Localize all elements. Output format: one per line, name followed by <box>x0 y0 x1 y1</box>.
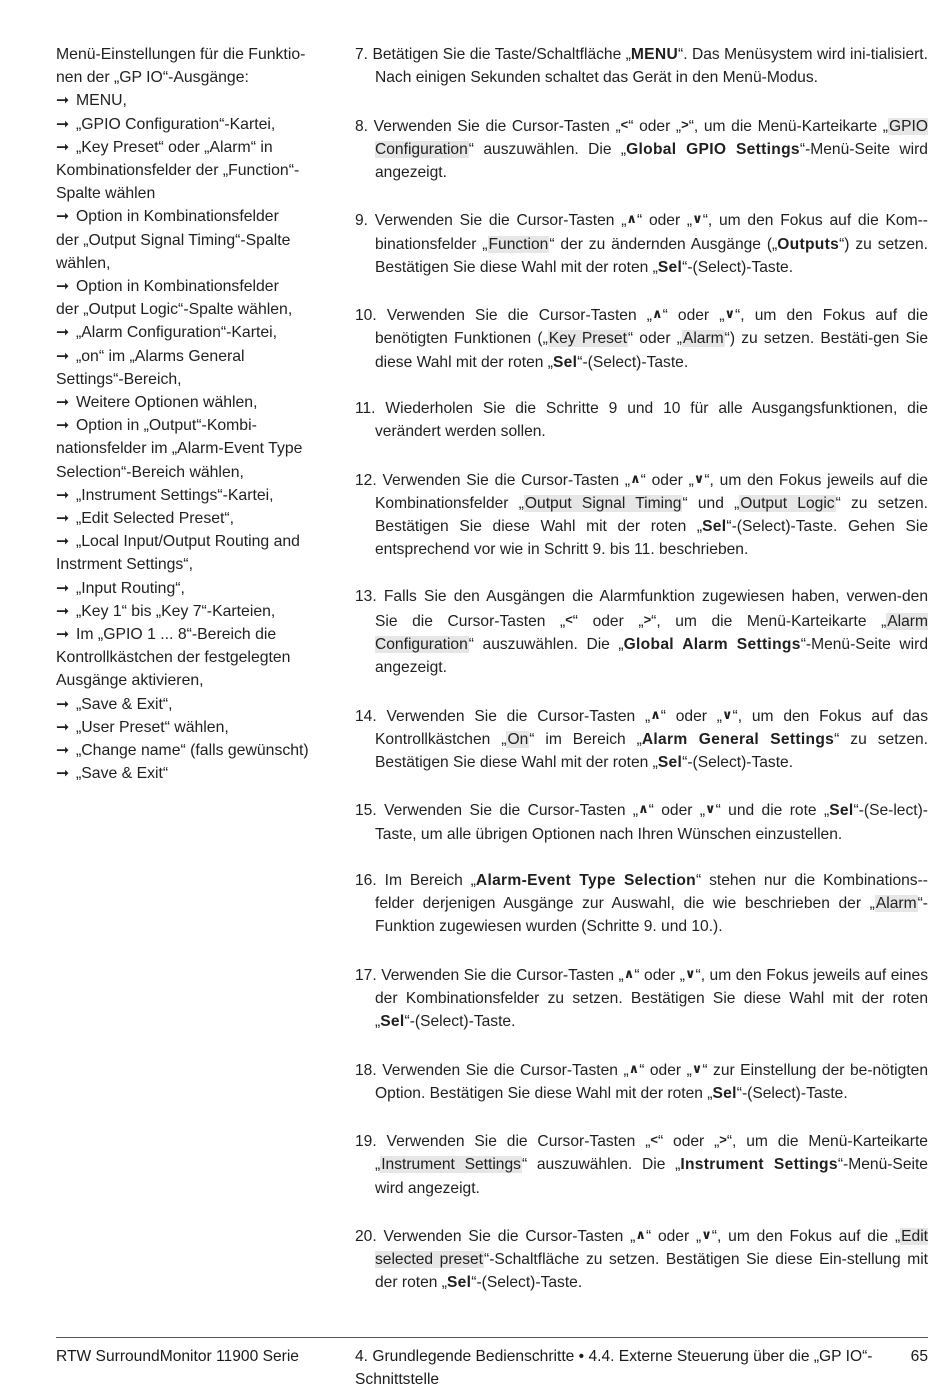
sidebar-path-text: „Save & Exit“ <box>76 765 169 783</box>
right-arrow-icon: ➞ <box>56 394 70 412</box>
sidebar-path-line <box>56 530 336 553</box>
cursor-key-symbol: ∨ <box>691 1060 703 1076</box>
cursor-key-symbol: > <box>681 116 689 132</box>
sidebar-path-line <box>56 623 336 646</box>
sidebar-path-line <box>56 646 336 669</box>
step-number: 13. <box>355 587 377 605</box>
sidebar-path-text: Ausgänge aktivieren, <box>56 672 204 690</box>
right-arrow-icon: ➞ <box>56 765 70 783</box>
sidebar-path-text: der „Output Signal Timing“-Spalte <box>56 231 291 249</box>
step-text: “ im Bereich „ <box>529 730 642 748</box>
step-text: Verwenden Sie die Cursor-Tasten „ <box>373 117 621 135</box>
bold-term: Sel <box>829 802 854 820</box>
step-text: “, um den Fokus auf die benötigten Funktionen („ <box>375 307 928 348</box>
sidebar-path-line <box>56 437 336 460</box>
sidebar-path-line <box>56 252 336 275</box>
step-text: Verwenden Sie die Cursor-Tasten „ <box>386 1133 651 1151</box>
cursor-key-symbol: > <box>719 1132 727 1148</box>
step-text: “ oder „ <box>627 330 682 348</box>
sidebar-path-line <box>56 716 336 739</box>
sidebar-path-line <box>56 345 336 368</box>
step-text: “-(Select)-Taste. <box>682 258 794 276</box>
cursor-key-symbol: > <box>643 611 652 627</box>
sidebar-path-text: „Input Routing“, <box>76 579 185 597</box>
sidebar-path-line <box>56 229 336 252</box>
step-text: “, um den Fokus auf die „ <box>711 1227 901 1245</box>
sidebar-path-text: Kontrollkästchen der festgelegten <box>56 649 291 667</box>
step-text: “, um die Menü-Karteikarte „ <box>375 1133 928 1174</box>
step-14 <box>355 703 928 775</box>
step-text: “ stehen nur die Kombinations-felder derjenigen Ausgänge zur Auswahl, die wie beschrieben der „ <box>375 871 928 913</box>
ui-element-highlight: Edit selected preset <box>375 1227 929 1269</box>
step-number: 14. <box>355 707 377 725</box>
step-text: “-(Select)-Taste. <box>577 353 689 371</box>
bold-term: Sel <box>446 1274 472 1292</box>
sidebar-path-line <box>56 113 336 136</box>
right-arrow-icon: ➞ <box>56 486 70 504</box>
right-arrow-icon: ➞ <box>56 278 70 296</box>
step-text: “ oder „ <box>660 707 722 725</box>
right-arrow-icon: ➞ <box>56 417 70 435</box>
cursor-key-symbol: ∧ <box>630 470 641 486</box>
step-text: “) zu setzen. Bestätigen Sie diese Wahl mit der roten „ <box>375 235 928 276</box>
ui-element-highlight: Alarm Configuration <box>375 612 928 653</box>
step-text: Verwenden Sie die Cursor-Tasten „ <box>383 1227 636 1245</box>
ui-element-highlight: GPIO Configuration <box>375 117 929 158</box>
step-text: “, um den Fokus auf die Kom-binationsfelder „ <box>375 212 928 253</box>
sidebar-path-line <box>56 368 336 391</box>
step-text: “-(Select)-Taste. <box>471 1274 583 1292</box>
step-text: “ oder „ <box>645 1227 702 1245</box>
step-text: “ auszuwählen. Die „ <box>468 140 627 158</box>
step-20 <box>355 1223 928 1295</box>
sidebar-path-line <box>56 669 336 692</box>
bold-term: Alarm-Event Type Selection <box>475 871 696 889</box>
sidebar-intro-line: nen der „GP IO“-Ausgänge: <box>56 69 249 87</box>
bold-term: Alarm General Settings <box>641 730 835 748</box>
ui-element-highlight: On <box>507 730 529 748</box>
step-text: “-(Select)-Taste. <box>682 753 794 771</box>
sidebar-path-line <box>56 693 336 716</box>
step-text: Verwenden Sie die Cursor-Tasten „ <box>381 966 624 984</box>
step-text: “ oder „ <box>634 966 685 984</box>
cursor-key-symbol: ∧ <box>623 965 635 981</box>
right-arrow-icon: ➞ <box>56 533 70 551</box>
right-arrow-icon: ➞ <box>56 208 70 226</box>
sidebar-path-line <box>56 739 336 762</box>
sidebar-path-text: Settings“-Bereich, <box>56 370 182 388</box>
sidebar-path-text: MENU, <box>76 92 127 110</box>
step-text: “ zu setzen. Bestätigen Sie diese Wahl mit der roten „ <box>375 494 928 535</box>
cursor-key-symbol: ∨ <box>692 211 703 227</box>
bold-term: Sel <box>552 353 578 371</box>
step-text: “ auszuwählen. Die „ <box>468 635 624 653</box>
cursor-key-symbol: ∨ <box>721 706 733 722</box>
step-text: “-Schaltfläche zu setzen. Bestätigen Sie diese Ein-stellung mit der roten „ <box>375 1251 928 1292</box>
sidebar-path-line <box>56 507 336 530</box>
right-arrow-icon: ➞ <box>56 602 70 620</box>
sidebar-path-text: Kombinationsfelder der „Function“- <box>56 162 300 180</box>
right-arrow-icon: ➞ <box>56 695 70 713</box>
step-text: “ oder „ <box>648 802 706 820</box>
step-text: Verwenden Sie die Cursor-Tasten „ <box>384 802 639 820</box>
step-11 <box>355 397 928 443</box>
sidebar-intro-line: Menü-Einstellungen für die Funktio- <box>56 46 306 63</box>
step-number: 17. <box>355 966 377 984</box>
step-text: Betätigen Sie die Taste/Schaltfläche „ <box>372 46 631 63</box>
cursor-key-symbol: ∧ <box>626 211 637 227</box>
sidebar-path-line <box>56 298 336 321</box>
step-text: “) zu setzen. Bestäti-gen Sie diese Wahl mit der roten „ <box>375 330 928 371</box>
cursor-key-symbol: ∨ <box>701 1226 712 1242</box>
sidebar-path-line <box>56 600 336 623</box>
step-number: 8. <box>355 117 369 135</box>
right-arrow-icon: ➞ <box>56 92 70 110</box>
sidebar-path-text: „Key Preset“ oder „Alarm“ in <box>76 138 273 156</box>
bold-term: Sel <box>702 517 727 535</box>
sidebar-path-text: Option in Kombinationsfelder <box>76 278 279 296</box>
step-text: “ oder „ <box>628 117 682 135</box>
sidebar-path-text: Option in „Output“-Kombi- <box>76 417 257 435</box>
step-text: Verwenden Sie die Cursor-Tasten „ <box>386 307 652 325</box>
footer-divider <box>56 1337 928 1338</box>
step-text: “-(Se-lect)-Taste, um alle übrigen Optionen nach Ihren Wünschen einzustellen. <box>375 802 928 843</box>
footer-title: RTW SurroundMonitor 11900 Serie <box>56 1348 299 1365</box>
step-text: “-(Select)-Taste. <box>404 1013 516 1031</box>
step-12 <box>355 467 928 562</box>
step-text: “ oder „ <box>662 307 725 325</box>
sidebar-path-text: „Change name“ (falls gewünscht) <box>76 742 309 760</box>
step-text: “ und „ <box>682 494 740 512</box>
step-text: “, um die Menü-Karteikarte „ <box>688 117 889 135</box>
step-number: 19. <box>355 1133 377 1151</box>
cursor-key-symbol: < <box>565 611 573 627</box>
step-text: “ oder „ <box>639 1061 692 1079</box>
step-number: 18. <box>355 1061 377 1079</box>
ui-element-highlight: Key Preset <box>548 330 627 348</box>
step-text: Falls Sie den Ausgängen die Alarmfunktion zugewiesen haben, verwen-den Sie die Cursor-Tasten „ <box>375 587 928 630</box>
ui-element-highlight: Function <box>488 235 549 253</box>
bold-term: Sel <box>380 1013 405 1031</box>
step-text: Verwenden Sie die Cursor-Tasten „ <box>382 1061 629 1079</box>
step-number: 10. <box>355 307 377 325</box>
right-arrow-icon: ➞ <box>56 138 70 156</box>
step-9 <box>355 207 928 279</box>
right-arrow-icon: ➞ <box>56 324 70 342</box>
cursor-key-symbol: ∨ <box>705 801 716 817</box>
sidebar-path-text: nationsfelder im „Alarm-Event Type <box>56 440 303 458</box>
ui-element-highlight: Output Signal Timing <box>524 494 682 512</box>
right-arrow-icon: ➞ <box>56 347 70 365</box>
ui-element-highlight: Instrument Settings <box>381 1156 521 1174</box>
bold-term: MENU <box>630 46 679 63</box>
sidebar-path-text: Option in Kombinationsfelder <box>76 208 279 226</box>
step-18 <box>355 1057 928 1105</box>
cursor-key-symbol: ∧ <box>628 1060 640 1076</box>
step-text: “ oder „ <box>636 212 693 230</box>
step-text: “, um den Fokus jeweils auf die Kombinationsfelder „ <box>375 471 928 512</box>
right-arrow-icon: ➞ <box>56 718 70 736</box>
step-text: Verwenden Sie die Cursor-Tasten „ <box>386 707 651 725</box>
sidebar-path-line <box>56 159 336 182</box>
ui-element-highlight: Alarm <box>682 330 724 348</box>
step-text: Im Bereich „ <box>384 871 476 889</box>
sidebar-path-text: „on“ im „Alarms General <box>76 347 245 365</box>
cursor-key-symbol: ∧ <box>635 1226 646 1242</box>
sidebar-path-line <box>56 414 336 437</box>
right-arrow-icon: ➞ <box>56 115 70 133</box>
cursor-key-symbol: ∨ <box>724 306 736 322</box>
step-10 <box>355 302 928 374</box>
right-arrow-icon: ➞ <box>56 579 70 597</box>
step-8 <box>355 113 928 185</box>
sidebar-path-text: „Save & Exit“, <box>76 695 173 713</box>
cursor-key-symbol: ∧ <box>638 801 649 817</box>
step-7 <box>355 43 928 89</box>
sidebar-path-line <box>56 205 336 228</box>
step-number: 15. <box>355 802 377 820</box>
bold-term: Outputs <box>777 235 840 253</box>
step-number: 16. <box>355 871 377 889</box>
right-arrow-icon: ➞ <box>56 626 70 644</box>
bold-term: Sel <box>657 753 683 771</box>
sidebar-menu-path <box>56 43 336 786</box>
step-text: “-Menü-Seite wird angezeigt. <box>375 140 928 181</box>
step-text: “-Menü-Seite wird angezeigt. <box>375 1156 928 1197</box>
sidebar-path-text: Im „GPIO 1 ... 8“-Bereich die <box>76 626 277 644</box>
cursor-key-symbol: ∨ <box>684 965 696 981</box>
sidebar-path-text: Instrment Settings“, <box>56 556 193 574</box>
sidebar-path-text: „Key 1“ bis „Key 7“-Karteien, <box>76 602 276 620</box>
step-15 <box>355 797 928 845</box>
sidebar-path-line <box>56 182 336 205</box>
step-text: “, um den Fokus jeweils auf eines der Kombinationsfelder zu setzen. Bestätigen Sie diese Wahl mit der roten „ <box>375 966 928 1031</box>
step-text: “ oder „ <box>640 471 694 489</box>
step-text: Verwenden Sie die Cursor-Tasten „ <box>374 212 627 230</box>
step-text: “-(Select)-Taste. <box>736 1084 848 1102</box>
bold-term: Global Alarm Settings <box>623 635 801 653</box>
sidebar-path-text: „Alarm Configuration“-Kartei, <box>76 324 278 342</box>
bold-term: Sel <box>712 1084 737 1102</box>
sidebar-path-text: „Local Input/Output Routing and <box>76 533 300 551</box>
right-arrow-icon: ➞ <box>56 510 70 528</box>
step-text: “-(Select)-Taste. Gehen Sie entsprechend vor wie in Schritt 9. bis 11. beschrieben. <box>375 517 928 559</box>
right-arrow-icon: ➞ <box>56 742 70 760</box>
sidebar-path-text: wählen, <box>56 254 111 272</box>
step-text: Wiederholen Sie die Schritte 9 und 10 für alle Ausgangsfunktionen, die verändert werden sollen. <box>375 399 928 441</box>
sidebar-path-text: Selection“-Bereich wählen, <box>56 463 244 481</box>
sidebar-path-text: Spalte wählen <box>56 185 156 203</box>
instruction-steps <box>355 43 928 1318</box>
step-number: 12. <box>355 471 377 489</box>
step-19 <box>355 1128 928 1200</box>
page-number: 65 <box>910 1348 928 1365</box>
sidebar-path-line <box>56 461 336 484</box>
ui-element-highlight: Output Logic <box>740 494 835 512</box>
step-text: Verwenden Sie die Cursor-Tasten „ <box>382 471 631 489</box>
step-16 <box>355 869 928 939</box>
bold-term: Sel <box>657 258 683 276</box>
sidebar-path-text: „Instrument Settings“-Kartei, <box>76 486 274 504</box>
step-17 <box>355 962 928 1034</box>
sidebar-path-text: Weitere Optionen wählen, <box>76 394 258 412</box>
step-text: “, um die Menü-Karteikarte „ <box>651 612 887 630</box>
step-text: “. Das Menüsystem wird ini-tialisiert. Nach einigen Sekunden schaltet das Gerät in den Menü-Modus. <box>375 46 928 87</box>
step-text: “ zu setzen. Bestätigen Sie diese Wahl mit der roten „ <box>375 730 929 771</box>
step-text: “ oder „ <box>657 1133 720 1151</box>
sidebar-path-text: „Edit Selected Preset“, <box>76 510 235 528</box>
bold-term: Instrument Settings <box>680 1156 838 1174</box>
sidebar-path-line <box>56 136 336 159</box>
step-13 <box>355 585 928 680</box>
step-text: “ auszuwählen. Die „ <box>521 1156 681 1174</box>
sidebar-path-line <box>56 484 336 507</box>
ui-element-highlight: Alarm <box>875 895 917 913</box>
cursor-key-symbol: < <box>650 1132 658 1148</box>
sidebar-path-line <box>56 89 336 112</box>
cursor-key-symbol: ∧ <box>650 706 661 722</box>
step-number: 11. <box>355 399 376 417</box>
step-text: “, um den Fokus auf das Kontrollkästchen „ <box>375 707 929 748</box>
step-text: “ zur Einstellung der be-nötigten Option. Bestätigen Sie diese Wahl mit der roten „ <box>375 1061 929 1102</box>
sidebar-path-line <box>56 762 336 785</box>
sidebar-path-text: „GPIO Configuration“-Kartei, <box>76 115 276 133</box>
step-number: 9. <box>355 212 369 230</box>
step-text: “ und die rote „ <box>715 802 830 820</box>
cursor-key-symbol: ∨ <box>693 470 705 486</box>
step-text: “ oder „ <box>572 612 644 630</box>
cursor-key-symbol: < <box>620 116 629 132</box>
footer-chapter: 4. Grundlegende Bedienschritte • 4.4. Externe Steuerung über die „GP IO“-Schnittstelle <box>355 1348 873 1388</box>
sidebar-path-line <box>56 391 336 414</box>
step-number: 20. <box>355 1227 377 1245</box>
sidebar-path-text: der „Output Logic“-Spalte wählen, <box>56 301 293 319</box>
step-text: “-Menü-Seite wird angezeigt. <box>375 635 928 677</box>
step-number: 7. <box>355 46 369 63</box>
bold-term: Global GPIO Settings <box>626 140 800 158</box>
sidebar-path-line <box>56 553 336 576</box>
sidebar-path-line <box>56 577 336 600</box>
sidebar-path-text: „User Preset“ wählen, <box>76 718 229 736</box>
step-text: “ der zu ändernden Ausgänge („ <box>549 235 778 253</box>
sidebar-path-line <box>56 321 336 344</box>
step-text: “-Funktion zugewiesen wurden (Schritte 9. und 10.). <box>375 895 928 936</box>
sidebar-path-line <box>56 275 336 298</box>
cursor-key-symbol: ∧ <box>652 306 663 322</box>
